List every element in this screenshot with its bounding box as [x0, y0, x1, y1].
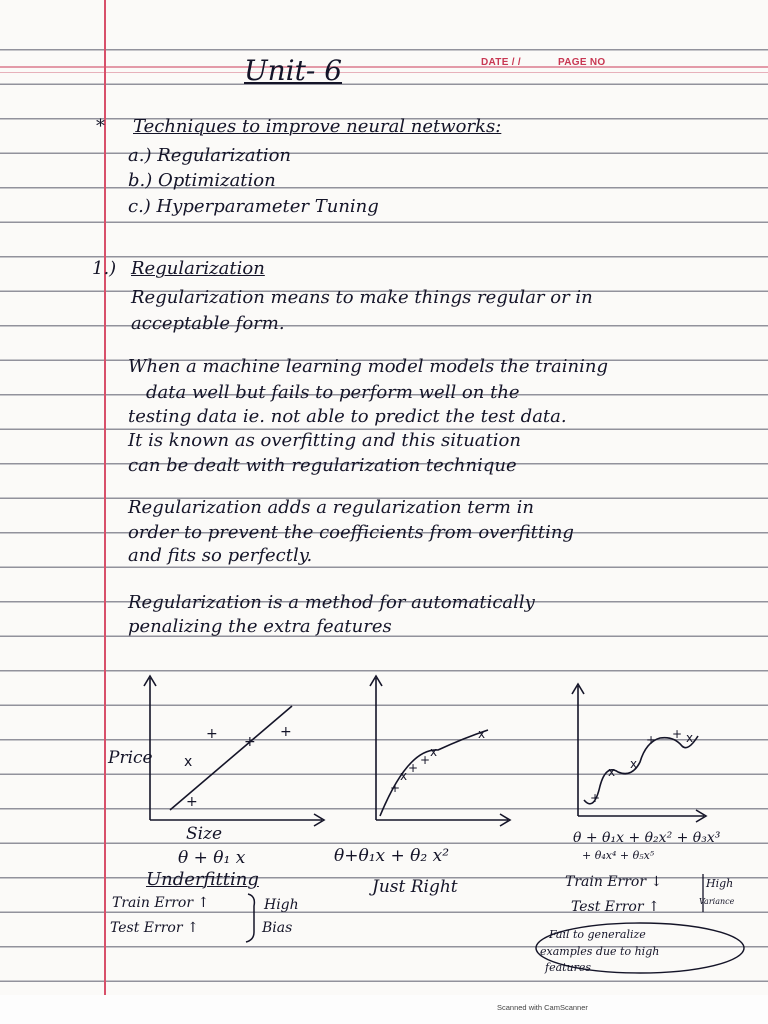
graph1-point: x — [184, 754, 193, 770]
graph3-variance-label: Variance — [699, 897, 735, 906]
graph3-point: x — [608, 765, 616, 779]
graph1-high-label: High — [264, 897, 299, 913]
graph1-test-error: Test Error ↑ — [110, 920, 199, 936]
graph2-point: x — [430, 745, 438, 759]
section-heading: Regularization — [131, 258, 265, 279]
bullet-star: * — [96, 116, 105, 137]
graph2-point: + — [420, 753, 431, 767]
graph2-fit-curve — [380, 730, 488, 816]
technique-item-hyperparameter: c.) Hyperparameter Tuning — [128, 196, 379, 217]
page-title: Unit- 6 — [244, 54, 343, 87]
graph3-point: + — [590, 791, 601, 805]
margin-line — [104, 0, 106, 995]
graph2-equation: θ+θ₁x + θ₂ x² — [334, 846, 450, 866]
graph3-train-error: Train Error ↓ — [565, 874, 663, 890]
graph3-point: x — [630, 757, 638, 771]
graph1-point: + — [280, 724, 292, 740]
graph1-train-error: Train Error ↑ — [112, 895, 210, 911]
penalizing-line-1: Regularization is a method for automatically — [128, 592, 535, 613]
graph1-brace — [244, 892, 264, 944]
graph1-title: Underfitting — [146, 869, 259, 890]
overfitting-line-2: data well but fails to perform well on the — [146, 382, 520, 403]
graph3-note-line-1: Fail to generalize — [549, 928, 646, 941]
graph3-note-line-2: examples due to high — [540, 945, 660, 958]
graph1-equation: θ + θ₁ x — [178, 848, 246, 868]
technique-item-regularization: a.) Regularization — [128, 145, 292, 166]
graph1-point: + — [206, 726, 218, 742]
graph-overfitting — [570, 676, 720, 826]
y-axis-label: Price — [108, 748, 153, 768]
graph2-point: x — [400, 769, 408, 783]
page-number-label: PAGE NO — [558, 57, 606, 68]
graph2-point: x — [478, 727, 486, 741]
graph1-point: + — [186, 794, 198, 810]
technique-item-optimization: b.) Optimization — [128, 170, 276, 191]
overfitting-line-4: It is known as overfitting and this situation — [128, 430, 521, 451]
header-rule-secondary — [0, 72, 768, 73]
scanner-watermark: Scanned with CamScanner — [497, 1003, 588, 1012]
x-axis-label: Size — [186, 824, 223, 844]
graph3-point: + — [646, 733, 657, 747]
section-number: 1.) — [92, 258, 117, 279]
graph3-fit-curve — [584, 736, 698, 804]
graph1-point: + — [244, 734, 256, 750]
graph3-high-label: High — [706, 877, 734, 890]
graph3-point: x — [686, 731, 694, 745]
graph1-bias-label: Bias — [262, 920, 293, 936]
adds-term-line-2: order to prevent the coefficients from overfitting — [128, 522, 574, 543]
adds-term-line-1: Regularization adds a regularization term in — [128, 497, 534, 518]
penalizing-line-2: penalizing the extra features — [128, 616, 392, 637]
graph-just-right — [368, 668, 518, 833]
date-label: DATE / / — [481, 57, 521, 68]
overfitting-line-1: When a machine learning model models the training — [128, 356, 608, 377]
adds-term-line-3: and fits so perfectly. — [128, 545, 313, 566]
header-rule — [0, 66, 768, 68]
definition-line-2: acceptable form. — [131, 313, 285, 334]
graph3-equation-line2: + θ₄x⁴ + θ₅x⁵ — [582, 849, 655, 862]
overfitting-line-3: testing data ie. not able to predict the test data. — [128, 406, 567, 427]
graph3-equation-line1: θ + θ₁x + θ₂x² + θ₃x³ — [573, 830, 721, 846]
page-bottom-edge — [0, 995, 768, 1024]
definition-line-1: Regularization means to make things regular or in — [131, 287, 593, 308]
graph-underfitting — [140, 670, 340, 830]
techniques-heading: Techniques to improve neural networks: — [133, 116, 502, 137]
overfitting-line-5: can be dealt with regularization technique — [128, 455, 517, 476]
graph3-bracket — [700, 872, 740, 916]
graph2-point: + — [408, 761, 419, 775]
graph3-point: + — [672, 727, 683, 741]
graph2-point: + — [390, 781, 401, 795]
graph2-title: Just Right — [372, 877, 458, 897]
graph3-test-error: Test Error ↑ — [571, 899, 660, 915]
graph3-note-line-3: features — [545, 961, 592, 974]
